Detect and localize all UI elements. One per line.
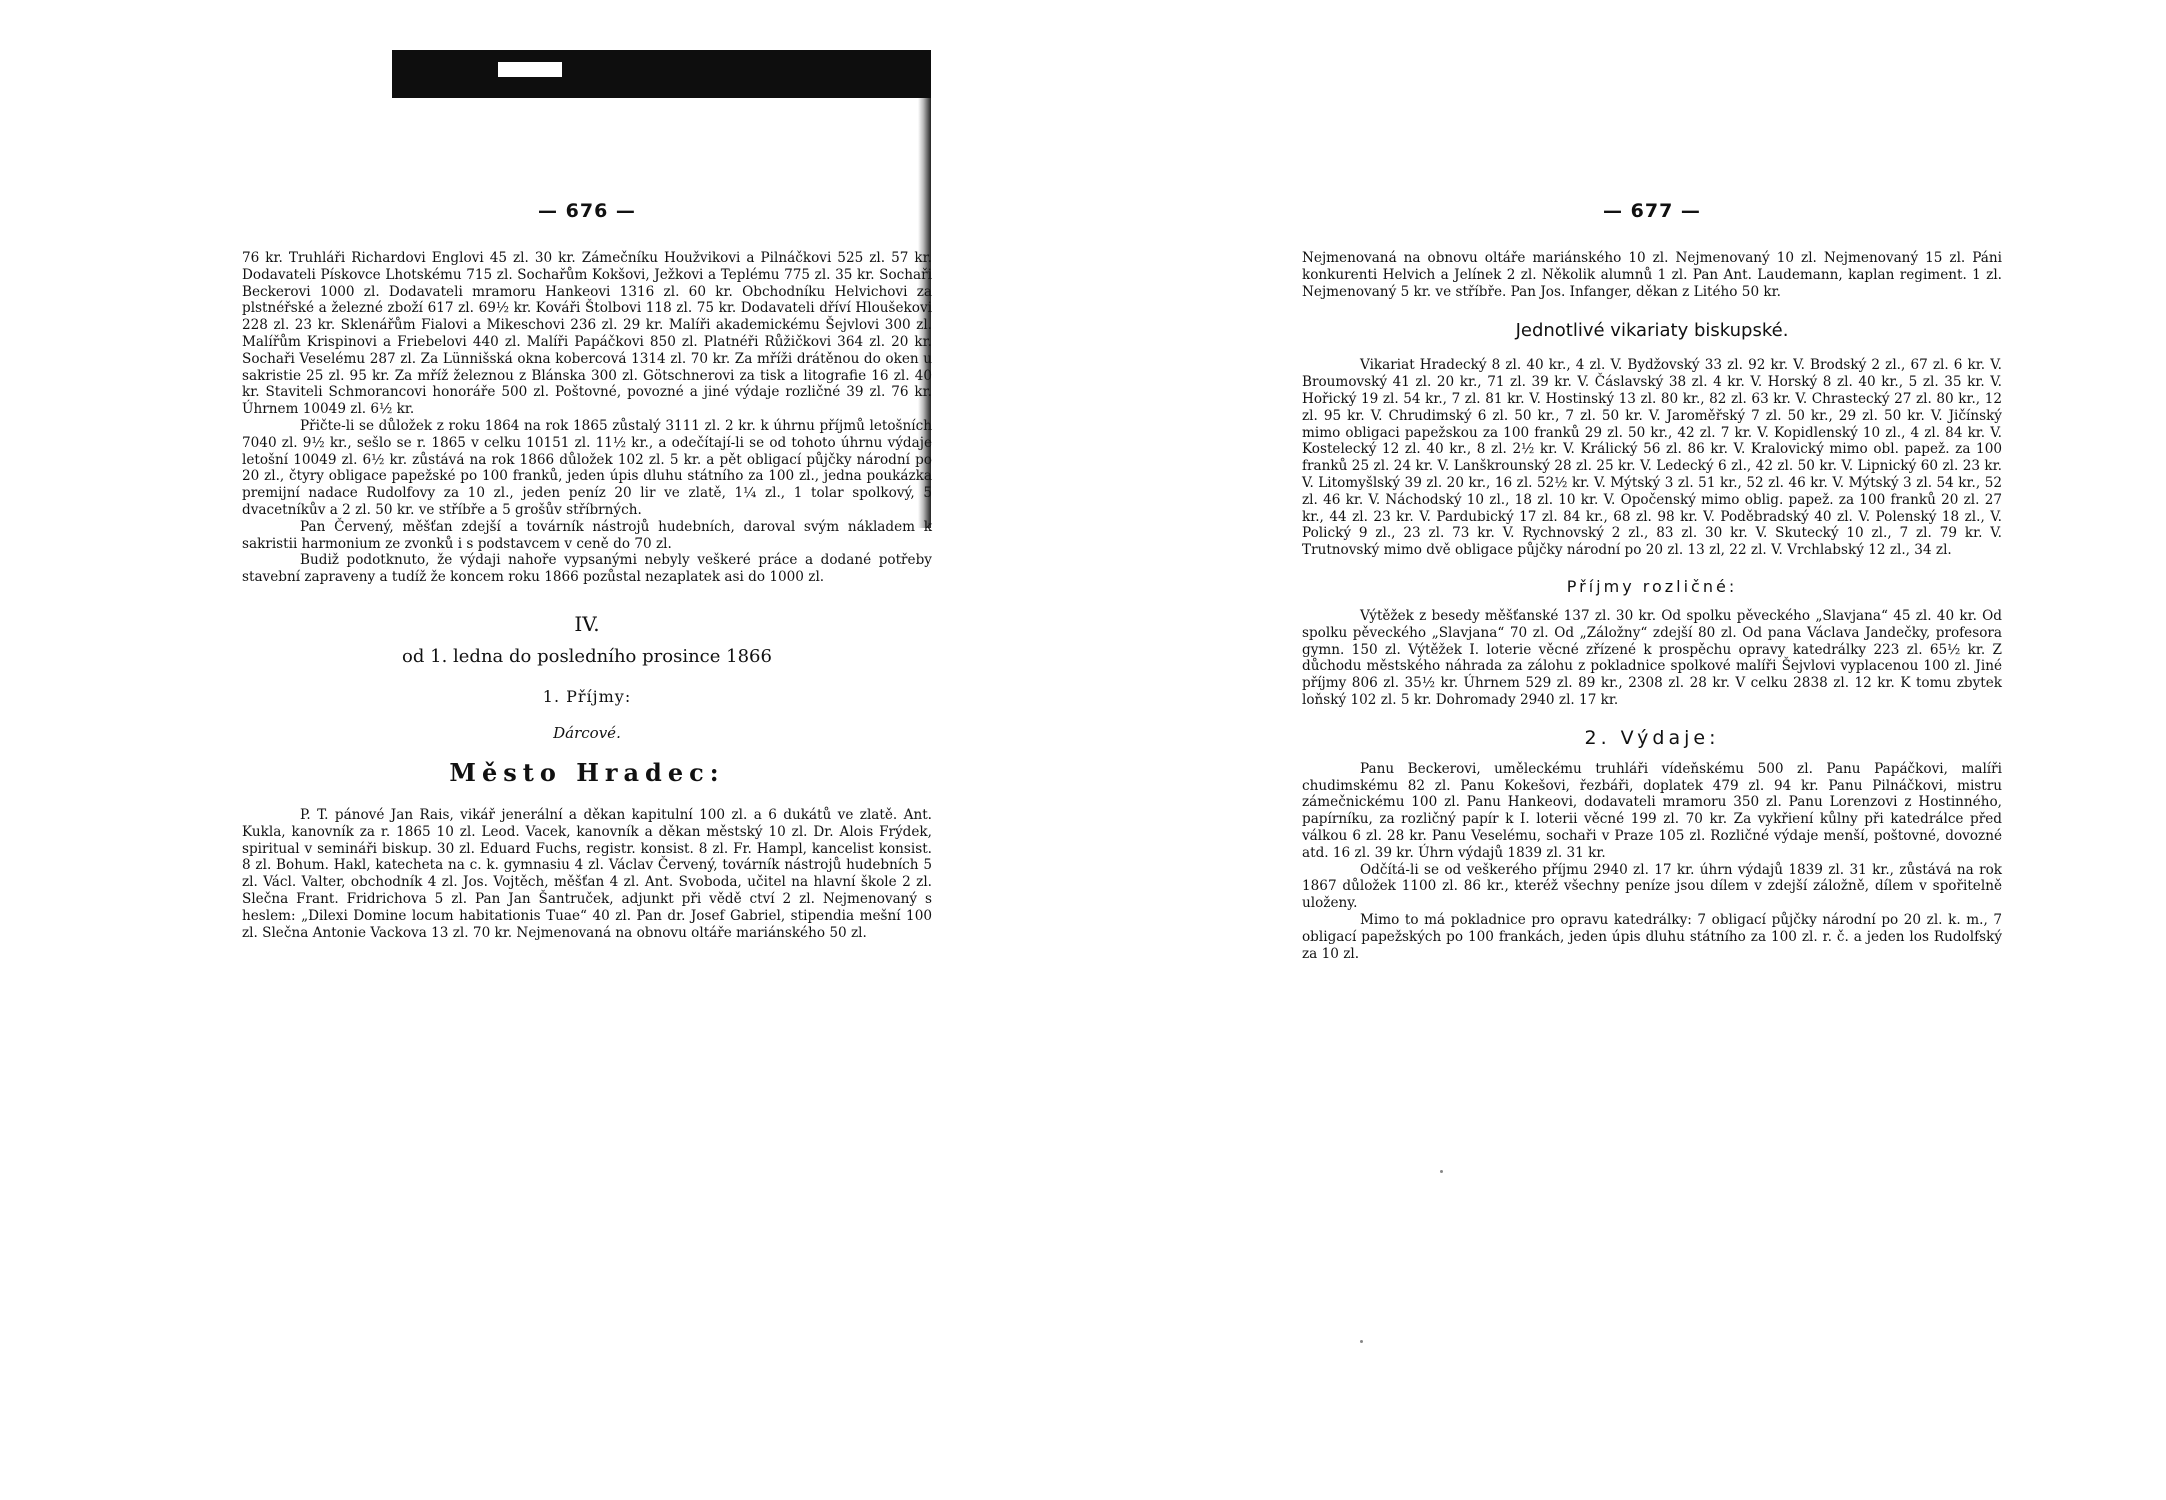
paragraph-balance: Přičte-li se důložek z roku 1864 na rok 1865 zůstalý 3111 zl. 2 kr. k úhrnu příjmů letošních 7040 zl. 9½ kr., sešlo se r. 1865 v celku 10151 zl. 11½ kr., a odečítají-li se od tohoto úhrnu výdaje letošní 10049 zl. 6½ kr. zůstává na rok 1866 důložek 102 zl. 5 kr. a pět obligací půjčky národní po 20 zl., čtyry obligace papežské po 100 franků, jeden úpis dluhu státního za 100 zl., jedna poukázka premijní nadace Rudolfovy za 10 zl., jeden peníz 20 lir ve zlatě, 1¼ zl., 1 tolar spolkový, 5 dvacetníkův a 2 zl. 50 kr. ve stříbře a 5 grošův stříbrných. — [242, 417, 932, 518]
paragraph-donors: P. T. pánové Jan Rais, vikář jenerální a děkan kapitulní 100 zl. a 6 dukátů ve zlatě. Ant. Kukla, kanovník za r. 1865 10 zl. Leod. Vacek, kanovník a děkan městský 10 zl. Dr. Alois Frýdek, spiritual v semináři biskup. 30 zl. Eduard Fuchs, registr. konsist. 8 zl. Fr. Hampl, kancelist konsist. 8 zl. Bohum. Hakl, katecheta na c. k. gymnasiu 4 zl. Václav Červený, továrník nástrojů hudebních 5 zl. Václ. Valter, obchodník 4 zl. Jos. Vojtěch, měšťan 4 zl. Ant. Svoboda, učitel na hlavní škole 2 zl. Slečna Frant. Fridrichova 5 zl. Pan Jan Šantruček, adjunkt při vědě ctví 2 zl. Nejmenovaný s heslem: „Dilexi Domine locum habitationis Tuae“ 40 zl. Pan dr. Josef Gabriel, stipendia mešní 100 zl. Slečna Antonie Vackova 13 zl. 70 kr. Nejmenovaná na obnovu oltáře mariánského 50 zl. — [242, 806, 932, 941]
scan-speck — [1360, 1340, 1363, 1343]
city-title: Město Hradec: — [449, 757, 725, 787]
heading-misc-income: Příjmy rozličné: — [1566, 576, 1738, 596]
paragraph-expenses-list: Panu Beckerovi, uměleckému truhláři vídeňskému 500 zl. Panu Papáčkovi, malíři chudimskému 82 zl. Panu Kokešovi, řezbáři, doplatek 479 zl. 94 kr. Panu Pilnáčkovi, mistru zámečnickému 100 zl. Panu Hankeovi, dodavateli mramoru 350 zl. Panu Lorenzovi z Hostinného, papírníku, za rozličný papír k I. loterii věcné 199 zl. 70 kr. Za vykřiení kůlny při katedrálce před válkou 6 zl. 28 kr. Panu Veselému, sochaři v Praze 105 zl. Rozličné výdaje menší, poštovné, dovozné atd. 16 zl. 39 kr. Úhrn výdajů 1839 zl. 31 kr. — [1302, 760, 2002, 861]
section-period: od 1. ledna do posledního prosince 1866 — [402, 645, 772, 667]
subsection-income: 1. Příjmy: — [542, 686, 632, 706]
paragraph-anonymous-donors: Nejmenovaná na obnovu oltáře mariánského 10 zl. Nejmenovaný 10 zl. Nejmenovaný 15 zl. Páni konkurenti Helvich a Jelínek 2 zl. Několik alumnů 1 zl. Pan Ant. Laudemann, kaplan regiment. 1 zl. Nejmenovaný 5 kr. ve stříbře. Pan Jos. Infanger, děkan z Litého 50 kr. — [1302, 250, 2002, 300]
paragraph-harmonium: Pan Červený, měšťan zdejší a továrník nástrojů hudebních, daroval svým nákladem k sakristii harmonium ze zvonků i s podstavcem v ceně do 70 zl. — [242, 518, 932, 552]
scan-speck — [1440, 1170, 1443, 1173]
page-number: — 677 — — [1603, 200, 1701, 222]
paragraph-note: Budiž podotknuto, že výdaji nahoře vypsanými nebyly veškeré práce a dodané potřeby stavební zapraveny a tudíž že koncem roku 1866 pozůstal nezaplatek asi do 1000 zl. — [242, 552, 932, 586]
paragraph-vicariates: Vikariat Hradecký 8 zl. 40 kr., 4 zl. V. Bydžovský 33 zl. 92 kr. V. Brodský 2 zl., 67 zl. 6 kr. V. Broumovský 41 zl. 20 kr., 71 zl. 39 kr. V. Čáslavský 38 zl. 4 kr. V. Horský 8 zl. 40 kr., 5 zl. 35 kr. V. Hořický 19 zl. 54 kr., 7 zl. 81 kr. V. Hostinský 13 zl. 80 kr., 82 zl. 63 kr. V. Chrastecký 27 zl. 80 kr., 12 zl. 95 kr. V. Chrudimský 6 zl. 50 kr., 7 zl. 50 kr. V. Jaroměřský 7 zl. 50 kr., 29 zl. 50 kr. V. Jičínský mimo obligaci papežskou za 100 franků 29 zl. 50 kr., 42 zl. 7 kr. V. Kopidlenský 10 zl., 4 zl. 84 kr. V. Kostelecký 12 zl. 40 kr., 8 zl. 2½ kr. V. Králický 56 zl. 86 kr. V. Kralovický mimo obl. papež. za 100 franků 25 zl. 24 kr. V. Lanškrounský 28 zl. 25 kr. V. Ledecký 6 zl., 42 zl. 50 kr. V. Lipnický 60 zl. 23 kr. V. Litomyšlský 39 zl. 20 kr., 16 zl. 52½ kr. V. Mýtský 3 zl. 51 kr., 52 zl. 46 kr. V. Mýtský 3 zl. 54 kr., 52 zl. 46 kr. V. Náchodský 10 zl., 18 zl. 10 kr. V. Opočenský mimo oblig. papež. za 100 franků 20 zl. 27 kr., 44 zl. 23 kr. V. Pardubický 17 zl. 84 kr., 68 zl. 98 kr. V. Poděbradský 40 zl. V. Polenský 18 zl., V. Polický 9 zl., 23 zl. 73 kr. V. Rychnovský 2 zl., 83 zl. 30 kr. V. Skutecký 10 zl., 7 zl. 79 kr. V. Trutnovský mimo dvě obligace půjčky národní po 20 zl. 13 zl, 22 zl. V. Vrchlabský 12 zl., 34 zl. — [1302, 357, 2002, 559]
heading-expenses: 2. Výdaje: — [1584, 726, 1720, 749]
paragraph-misc-income: Výtěžek z besedy měšťanské 137 zl. 30 kr. Od spolku pěveckého „Slavjana“ 45 zl. 40 kr. Od spolku pěveckého „Slavjana“ 70 zl. Od „Záložny“ zdejší 80 zl. Od pana Václava Jandečky, profesora gymn. 150 zl. Výtěžek I. loterie věcné zřízené k prospěchu opravy katedrálky 223 zl. 65½ kr. Z důchodu městského náhrada za zálohu z pokladnice spolkové malíři Šejvlovi vyplacenou 100 zl. Jiné příjmy 806 zl. 35½ kr. Úhrnem 529 zl. 89 kr., 2308 zl. 28 kr. V celku 2838 zl. 12 kr. K tomu zbytek loňský 102 zl. 5 kr. Dohromady 2940 zl. 17 kr. — [1302, 607, 2002, 708]
left-page — [242, 200, 932, 941]
heading-vicariates: Jednotlivé vikariaty biskupské. — [1515, 320, 1789, 342]
right-page — [1302, 200, 2002, 962]
donors-title: Dárcové. — [553, 723, 621, 742]
paragraph-remainder: Odčítá-li se od veškerého příjmu 2940 zl. 17 kr. úhrn výdajů 1839 zl. 31 kr., zůstává na rok 1867 důložek 1100 zl. 86 kr., kteréž všechny peníze jsou dílem v zdejší záložně, dílem v spořitelně uloženy. — [1302, 861, 2002, 912]
paragraph-treasury: Mimo to má pokladnice pro opravu katedrálky: 7 obligací půjčky národní po 20 zl. k. m., 7 obligací papežských po 100 frankách, jeden úpis dluhu státního za 100 zl. r. č. a jeden los Rudolfský za 10 zl. — [1302, 911, 2002, 962]
section-number: IV. — [574, 611, 600, 636]
paragraph-expenses: 76 kr. Truhláři Richardovi Englovi 45 zl. 30 kr. Zámečníku Houžvikovi a Pilnáčkovi 525 zl. 57 kr. Dodavateli Pískovce Lhotskému 715 zl. Sochařům Kokšovi, Ježkovi a Teplému 775 zl. 35 kr. Sochaři Beckerovi 1000 zl. Dodavateli mramoru Hankeovi 1316 zl. 60 kr. Obchodníku Helvichovi za plstnéřské a železné zboží 617 zl. 69½ kr. Kováři Štolbovi 118 zl. 75 kr. Dodavateli dříví Hloušekovi 228 zl. 23 kr. Sklenářům Fialovi a Mikeschovi 236 zl. 29 kr. Malíři akademickému Šejvlovi 300 zl. Malířům Krispinovi a Friebelovi 440 zl. Malíři Papáčkovi 850 zl. Platnéři Růžičkovi 364 zl. 20 kr. Sochaři Veselému 287 zl. Za Lünnišská okna kobercová 1314 zl. 70 kr. Za mříži drátěnou do oken u sakristie 25 zl. 95 kr. Za mříž železnou z Blánska 300 zl. Götschnerovi za tisk a litografie 16 zl. 40 kr. Staviteli Schmorancovi honoráře 500 zl. Poštovné, povozné a jiné výdaje rozličné 39 zl. 76 kr. Úhrnem 10049 zl. 6½ kr. — [242, 250, 932, 418]
page-number: — 676 — — [538, 200, 636, 222]
scan-edge-tab — [498, 62, 562, 77]
scan-edge-bar — [392, 50, 931, 98]
